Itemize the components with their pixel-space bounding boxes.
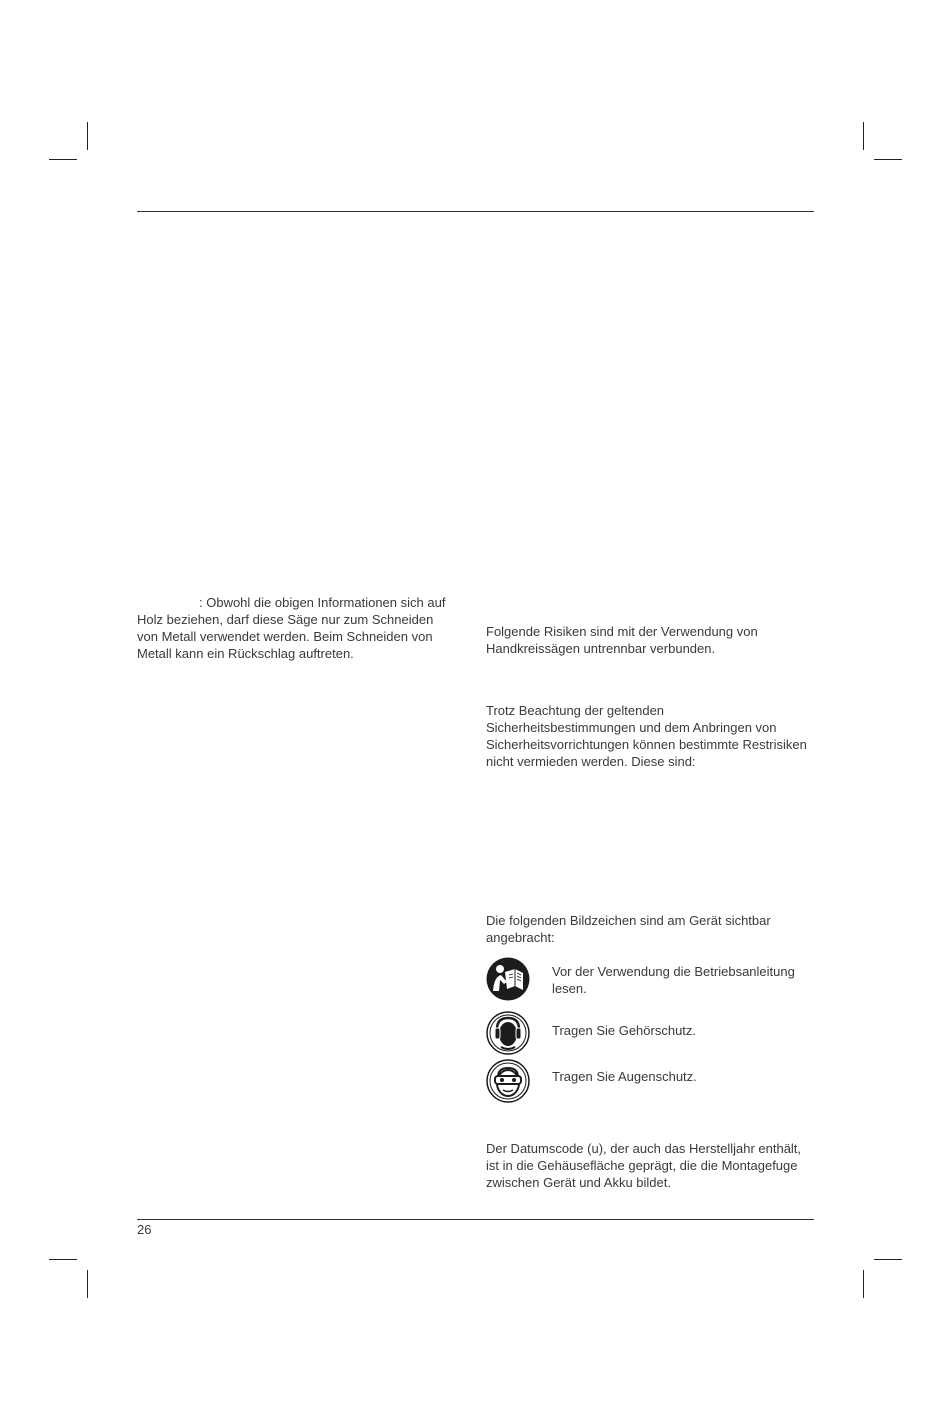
residual-risks-paragraph: Trotz Beachtung der geltenden Sicherheitsbestimmungen und dem Anbringen von Sicherheitsvorrichtungen können bestimmte Restrisiken nicht vermieden werden. Diese sind: <box>486 703 807 769</box>
crop-mark-top-left-horizontal <box>49 159 77 160</box>
date-code-paragraph: Der Datumscode (u), der auch das Herstelljahr enthält, ist in die Gehäusefläche geprägt, die die Montagefuge zwischen Gerät und Akku bildet. <box>486 1141 802 1190</box>
symbol-label-ear-protection: Tragen Sie Gehörschutz. <box>552 1023 697 1038</box>
crop-mark-bottom-right-vertical <box>863 1270 864 1298</box>
crop-mark-bottom-right-horizontal <box>874 1259 902 1260</box>
read-manual-icon <box>486 957 530 1001</box>
crop-mark-top-right-horizontal <box>874 159 902 160</box>
symbols-intro-paragraph: Die folgenden Bildzeichen sind am Gerät sichtbar angebracht: <box>486 913 771 945</box>
eye-protection-icon <box>486 1059 530 1103</box>
crop-mark-bottom-left-vertical <box>87 1270 88 1298</box>
crop-mark-top-right-vertical <box>863 122 864 150</box>
footer-rule <box>137 1219 814 1220</box>
page-number: 26 <box>137 1222 152 1237</box>
symbol-row-eye-protection <box>486 1059 816 1105</box>
header-rule <box>137 211 814 212</box>
crop-mark-bottom-left-horizontal <box>49 1259 77 1260</box>
symbol-row-read-manual <box>486 957 816 1003</box>
symbol-label-read-manual: Vor der Verwendung die Betriebsanleitung lesen. <box>552 964 795 996</box>
crop-mark-top-left-vertical <box>87 122 88 150</box>
symbol-label-eye-protection: Tragen Sie Augenschutz. <box>552 1069 697 1084</box>
risks-intro-paragraph: Folgende Risiken sind mit der Verwendung von Handkreissägen untrennbar verbunden. <box>486 624 758 656</box>
ear-protection-icon <box>486 1011 530 1055</box>
metal-cutting-note: : Obwohl die obigen Informationen sich auf Holz beziehen, darf diese Säge nur zum Schneiden von Metall verwendet werden. Beim Schneiden von Metall kann ein Rückschlag auftreten. <box>137 595 446 661</box>
symbol-row-ear-protection <box>486 1011 816 1057</box>
